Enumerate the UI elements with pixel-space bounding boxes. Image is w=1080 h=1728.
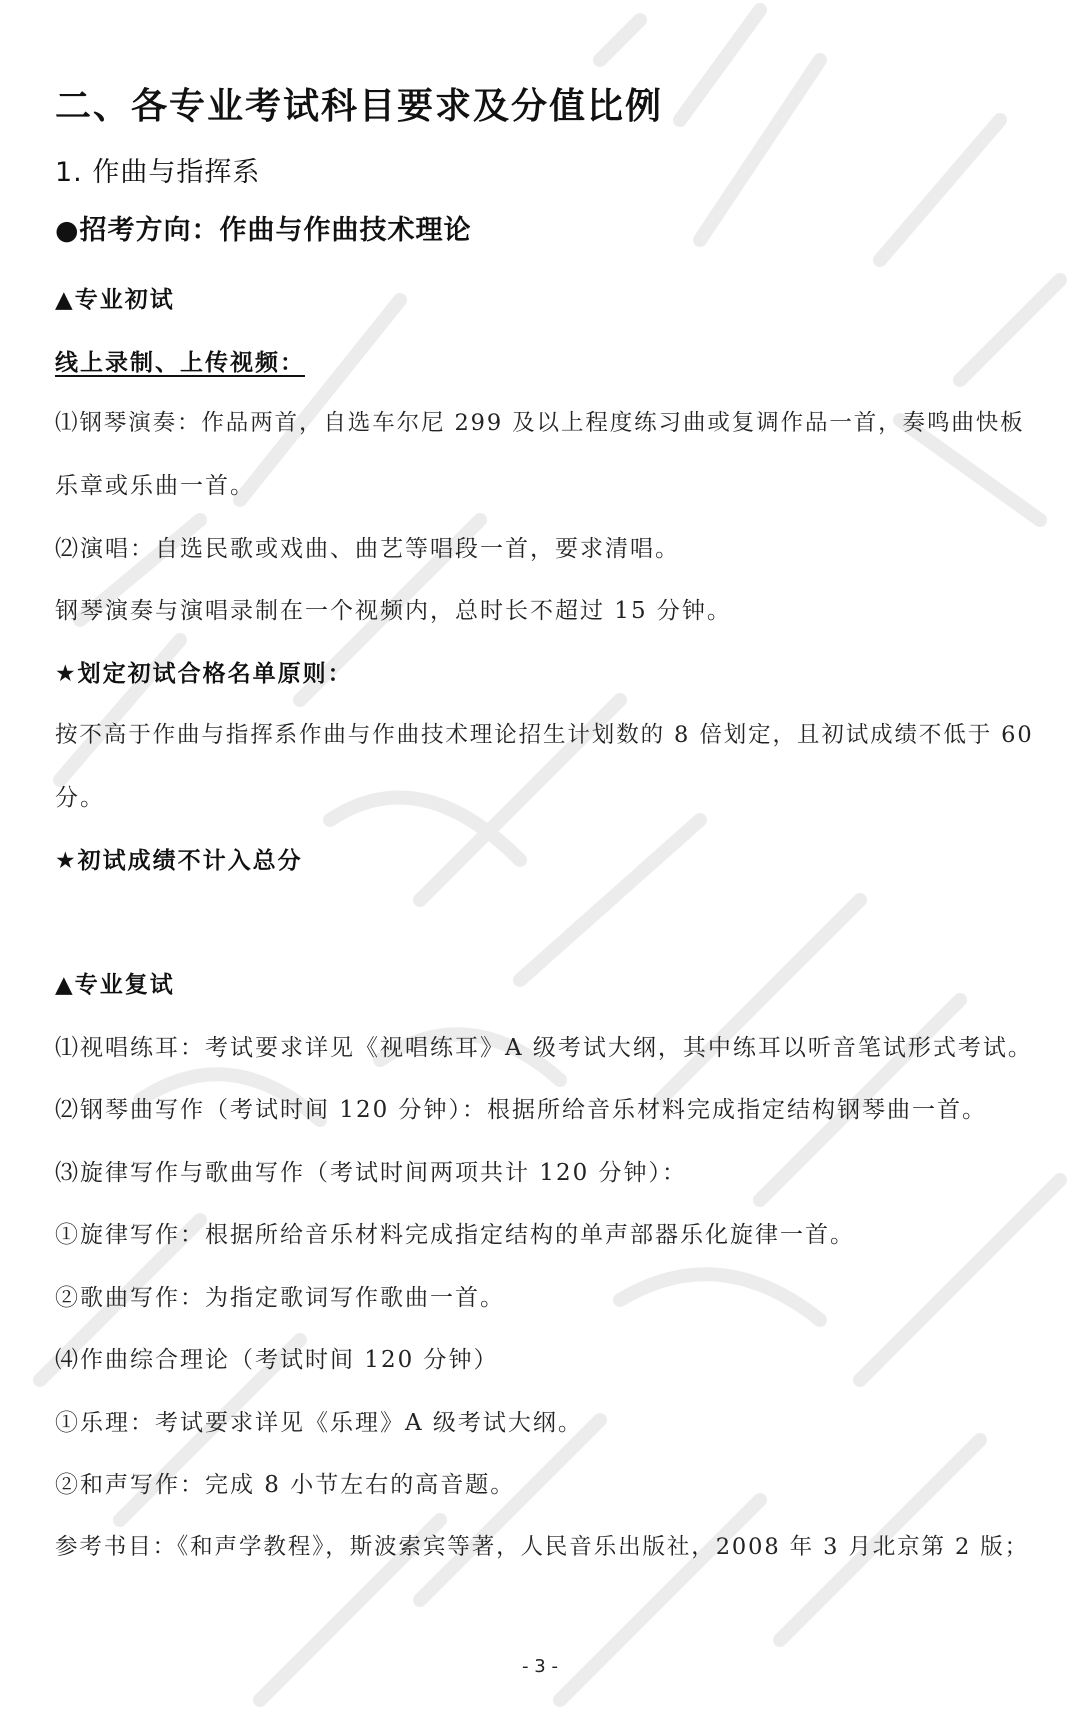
retest-line: ⑷作曲综合理论（考试时间 120 分钟） [55,1347,499,1373]
rule-line-1: 按不高于作曲与指挥系作曲与作曲技术理论招生计划数的 8 倍划定，且初试成绩不低于 60 [55,722,1034,748]
upload-label: 线上录制、上传视频： [55,350,305,376]
retest-line: ⑶旋律写作与歌曲写作（考试时间两项共计 120 分钟）： [55,1160,688,1186]
retest-line: ⑴视唱练耳：考试要求详见《视唱练耳》A 级考试大纲，其中练耳以听音笔试形式考试。 [55,1035,1033,1061]
reference-books: 参考书目：《和声学教程》，斯波索宾等著，人民音乐出版社，2008 年 3 月北京第 2 版； [55,1534,1030,1560]
document-title: 二、各专业考试科目要求及分值比例 [55,86,664,127]
retest-line: ①乐理：考试要求详见《乐理》A 级考试大纲。 [55,1410,583,1436]
rule-line-2: 分。 [55,785,105,811]
department-heading: 1. 作曲与指挥系 [55,157,261,188]
page-number: - 3 - [522,1656,558,1677]
retest-line: ②和声写作：完成 8 小节左右的高音题。 [55,1472,516,1498]
retest-line: ②歌曲写作：为指定歌词写作歌曲一首。 [55,1285,505,1311]
retest-line: ①旋律写作：根据所给音乐材料完成指定结构的单声部器乐化旋律一首。 [55,1222,855,1248]
retest-line: ⑵钢琴曲写作（考试时间 120 分钟）：根据所给音乐材料完成指定结构钢琴曲一首。 [55,1097,988,1123]
direction-heading: ●招考方向：作曲与作曲技术理论 [55,215,472,246]
score-note: ★初试成绩不计入总分 [55,848,303,874]
rule-heading: ★划定初试合格名单原则： [55,661,353,687]
retest-heading: ▲专业复试 [55,972,175,998]
prelim-item-1-line-2: 乐章或乐曲一首。 [55,473,255,499]
document-page [55,0,1045,1728]
prelim-heading: ▲专业初试 [55,287,175,313]
prelim-item-1-line-1: ⑴钢琴演奏：作品两首，自选车尔尼 299 及以上程度练习曲或复调作品一首，奏鸣曲快板 [55,410,1025,436]
prelim-item-2: ⑵演唱：自选民歌或戏曲、曲艺等唱段一首，要求清唱。 [55,536,680,562]
prelim-note: 钢琴演奏与演唱录制在一个视频内，总时长不超过 15 分钟。 [55,598,732,624]
